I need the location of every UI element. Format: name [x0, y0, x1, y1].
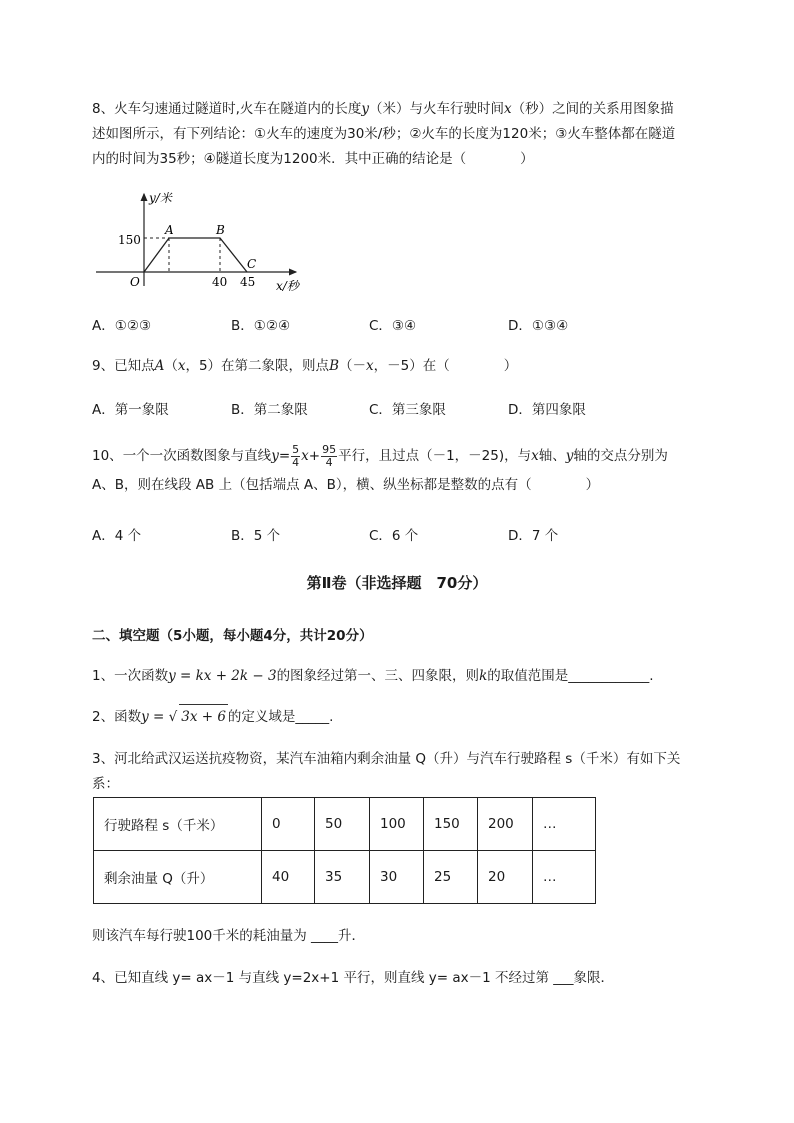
- point-b-label: B: [216, 223, 225, 237]
- q8-graph: [92, 186, 312, 298]
- q10-options: [92, 524, 712, 546]
- table-cell: 20: [478, 851, 533, 904]
- y-axis-label: y/米: [149, 191, 172, 205]
- x-axis-label: x/秒: [276, 279, 299, 293]
- data-table: [93, 797, 596, 904]
- q8-option-c[interactable]: C．③④: [369, 318, 417, 334]
- question-10: [92, 440, 742, 498]
- q10-option-c[interactable]: C．6 个: [369, 528, 419, 544]
- table-cell: 100: [370, 798, 424, 851]
- fill-question-4: 4、已知直线 y= ax－1 与直线 y=2x+1 平行，则直线 y= ax－1 不经过第 ___象限．: [92, 970, 615, 986]
- q8-line-2: 述如图所示，有下列结论：①火车的速度为30米/秒；②火车的长度为120米；③火车整体都在隧道: [92, 126, 676, 142]
- table-cell: 50: [315, 798, 370, 851]
- f1-answer-blank[interactable]: ____________: [568, 668, 650, 684]
- q8-option-a[interactable]: A．①②③: [92, 318, 152, 334]
- fraction-95-4: $\frac{95}{4}$: [322, 442, 337, 469]
- q10-option-b[interactable]: B．5 个: [231, 528, 281, 544]
- point-c-label: C: [247, 257, 257, 271]
- table-cell: 35: [315, 851, 370, 904]
- q10-line-2: A、B，则在线段 AB 上（包括端点 A、B），横、纵坐标都是整数的点有（ ）: [92, 477, 600, 493]
- q9-option-b[interactable]: B．第二象限: [231, 402, 308, 418]
- f3-after-text: 则该汽车每行驶100千米的耗油量为 ____升．: [92, 928, 366, 944]
- table-cell: …: [533, 798, 596, 851]
- table-cell: …: [533, 851, 596, 904]
- question-8: [92, 97, 712, 172]
- table-cell: 行驶路程 s（千米）: [94, 798, 262, 851]
- q10-option-d[interactable]: D．7 个: [508, 528, 559, 544]
- q9-option-c[interactable]: C．第三象限: [369, 402, 446, 418]
- q9-option-d[interactable]: D．第四象限: [508, 402, 586, 418]
- fraction-5-4: $\frac{5}{4}$: [292, 442, 300, 469]
- f1-expression: y = kx + 2k − 3: [168, 668, 277, 684]
- f3-line-1: 3、河北给武汉运送抗疫物资，某汽车油箱内剩余油量 Q（升）与汽车行驶路程 s（千米）有如下关: [92, 751, 681, 767]
- fill-question-3: [92, 747, 732, 797]
- f2-answer-blank[interactable]: _____: [295, 709, 330, 725]
- q8-options: [92, 314, 712, 336]
- fill-question-2: 2、函数y = √ 3x + 6 的定义域是_____.: [92, 704, 712, 730]
- table-row: [94, 798, 596, 851]
- tick-150: 150: [118, 233, 141, 247]
- q8-option-d[interactable]: D．①③④: [508, 318, 569, 334]
- f3-line-2: 系：: [92, 776, 119, 792]
- tick-45: 45: [240, 275, 256, 289]
- sqrt-symbol: √: [168, 709, 178, 725]
- graph-line: [144, 238, 247, 272]
- table-cell: 200: [478, 798, 533, 851]
- tick-40: 40: [212, 275, 228, 289]
- table-cell: 150: [424, 798, 478, 851]
- section-title: 第Ⅱ卷（非选择题 70分）: [306, 574, 488, 592]
- q8-line-1: 8、火车匀速通过隧道时,火车在隧道内的长度y（米）与火车行驶时间x（秒）之间的关系用图象描: [92, 101, 674, 117]
- fill-in-header: 二、填空题（5小题，每小题4分，共计20分）: [92, 628, 373, 644]
- table-cell: 40: [262, 851, 315, 904]
- f2-radicand: 3x + 6: [179, 704, 228, 730]
- table-row: [94, 851, 596, 904]
- table-cell: 25: [424, 851, 478, 904]
- q8-line-3: 内的时间为35秒；④隧道长度为1200米．其中正确的结论是（ ）: [92, 151, 534, 167]
- table-cell: 30: [370, 851, 424, 904]
- question-9: 9、已知点A（x，5）在第二象限，则点B（－x，－5）在（ ）: [92, 358, 518, 374]
- q9-options: [92, 398, 712, 420]
- q10-option-a[interactable]: A．4 个: [92, 528, 142, 544]
- table-cell: 0: [262, 798, 315, 851]
- origin-label: O: [130, 275, 140, 289]
- table-cell: 剩余油量 Q（升）: [94, 851, 262, 904]
- q8-option-b[interactable]: B．①②④: [231, 318, 291, 334]
- point-a-label: A: [165, 223, 174, 237]
- fill-question-1: 1、一次函数y = kx + 2k − 3的图象经过第一、三、四象限，则k的取值范围是____________.: [92, 668, 654, 684]
- q10-line-1: 10、一个一次函数图象与直线y= $\frac{5}{4}$ x+ $\frac{95}{4}$ 平行，且过点（－1，－25)，与x轴、y轴的交点分别为: [92, 442, 668, 469]
- q9-option-a[interactable]: A．第一象限: [92, 402, 169, 418]
